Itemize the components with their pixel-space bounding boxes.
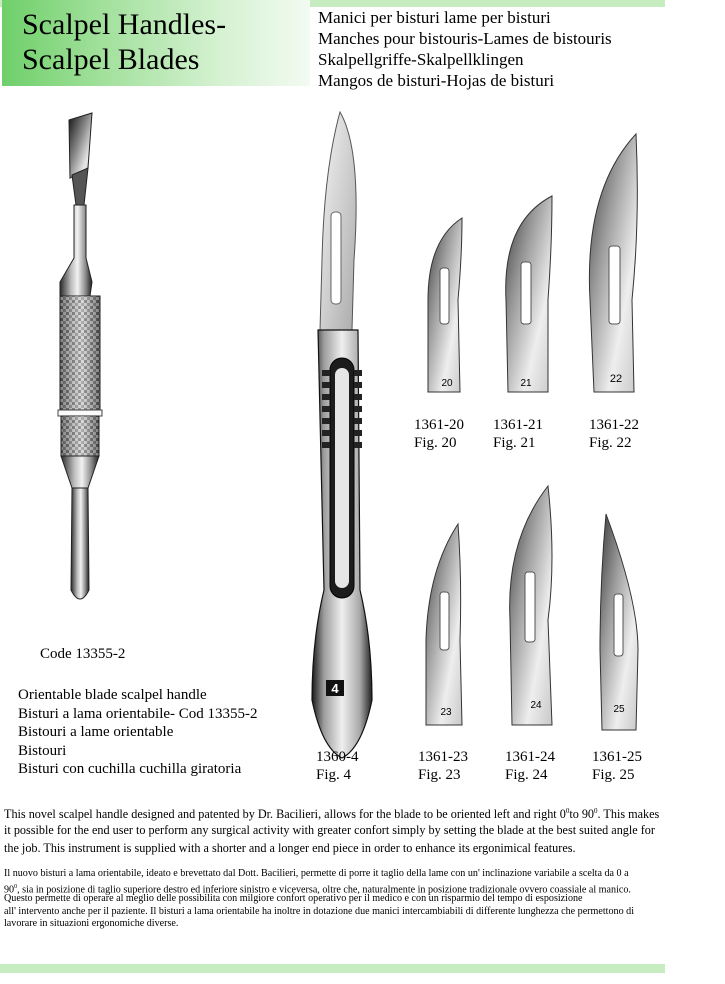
blade-22-code: 1361-22 <box>589 417 639 433</box>
description-it-line-5: lavorare in situazioni ergonomiche diverse. <box>4 918 179 929</box>
blade-24-stamp: 24 <box>530 700 542 711</box>
orientable-desc-english: Orientable blade scalpel handle <box>18 687 207 703</box>
page-title-line-2: Scalpel Blades <box>22 43 200 76</box>
blade-23-stamp: 23 <box>440 707 452 718</box>
orientable-desc-french: Bistouri a lame orientable <box>18 724 174 740</box>
blade-20 <box>428 218 462 392</box>
blade-25-code: 1361-25 <box>592 749 642 765</box>
title-german: Skalpellgriffe-Skalpellklingen <box>318 50 524 69</box>
blade-20-fig: Fig. 20 <box>414 435 457 451</box>
handle-4-fig: Fig. 4 <box>316 767 352 783</box>
blade-22-stamp: 22 <box>609 373 623 385</box>
blade-22 <box>589 134 637 392</box>
description-it-line-1: Il nuovo bisturi a lama orientabile, ideato e brevettato dal Dott. Bacilieri, permette di porre it taglio della lame con un' inclinazione variabile a scelta da 0 a <box>4 868 629 879</box>
blade-25-fig: Fig. 25 <box>592 767 635 783</box>
blade-23 <box>426 524 462 725</box>
page-title-line-1: Scalpel Handles- <box>22 8 227 41</box>
blade-21 <box>506 196 552 392</box>
blade-21-fig: Fig. 21 <box>493 435 536 451</box>
orientable-desc-spanish: Bisturi con cuchilla cuchilla giratoria <box>18 761 242 777</box>
description-en-line-3: the job. This instrument is supplied with a shorter and a longer end piece in order to enhance its ergonimical features. <box>4 841 576 855</box>
blade-21-code: 1361-21 <box>493 417 543 433</box>
blade-23-fig: Fig. 23 <box>418 767 461 783</box>
orientable-handle-code: Code 13355-2 <box>40 646 126 662</box>
description-en-line-2: it possible for the end user to perform any surgical activity with greater confort simply by setting the blade at the best suited angle for <box>4 822 655 837</box>
blade-25-stamp: 25 <box>613 704 625 715</box>
title-french: Manches pour bistouris-Lames de bistouris <box>318 29 612 48</box>
blade-20-stamp: 20 <box>441 378 453 389</box>
description-it-line-3: Questo permette di operare al meglio delle possibilita con milgiore confort operativo per il medico e con un risparmio del tempo di esposizione <box>4 893 583 904</box>
description-en-line-1: This novel scalpel handle designed and patented by Dr. Bacilieri, allows for the blade to be oriented left and right $0^0to$ $90^0$. This makes <box>4 807 660 822</box>
orientable-desc-italian: Bisturi a lama orientabile- Cod 13355-2 <box>18 705 258 722</box>
blade-24-fig: Fig. 24 <box>505 767 548 783</box>
blade-24-code: 1361-24 <box>505 749 555 765</box>
handle-4-code: 1360-4 <box>316 749 359 765</box>
orientable-desc-german: Bistouri <box>18 742 67 759</box>
title-italian: Manici per bisturi lame per bisturi <box>318 8 551 27</box>
description-it-line-2: $90^0$, sia in posizione di taglio superiore destro ed inferiore sinistro e viceversa, oltre che, naturalmente in posizione tradizionale ovvero coassiale al manico. <box>4 883 631 895</box>
blade-21-stamp: 21 <box>520 378 532 389</box>
blade-22-fig: Fig. 22 <box>589 435 632 451</box>
title-spanish: Mangos de bisturi-Hojas de bisturi <box>318 71 555 90</box>
handle-4-stamp: 4 <box>331 681 339 696</box>
blade-23-code: 1361-23 <box>418 749 468 765</box>
blade-24 <box>510 486 552 725</box>
description-it-line-4: all' intervento anche per il paziente. Il bisturi a lama orientabile ha inoltre in dotazione due manici intercambiabili di differente lunghezza che permettono di <box>4 905 635 917</box>
blade-25 <box>600 514 638 730</box>
blade-20-code: 1361-20 <box>414 417 464 433</box>
